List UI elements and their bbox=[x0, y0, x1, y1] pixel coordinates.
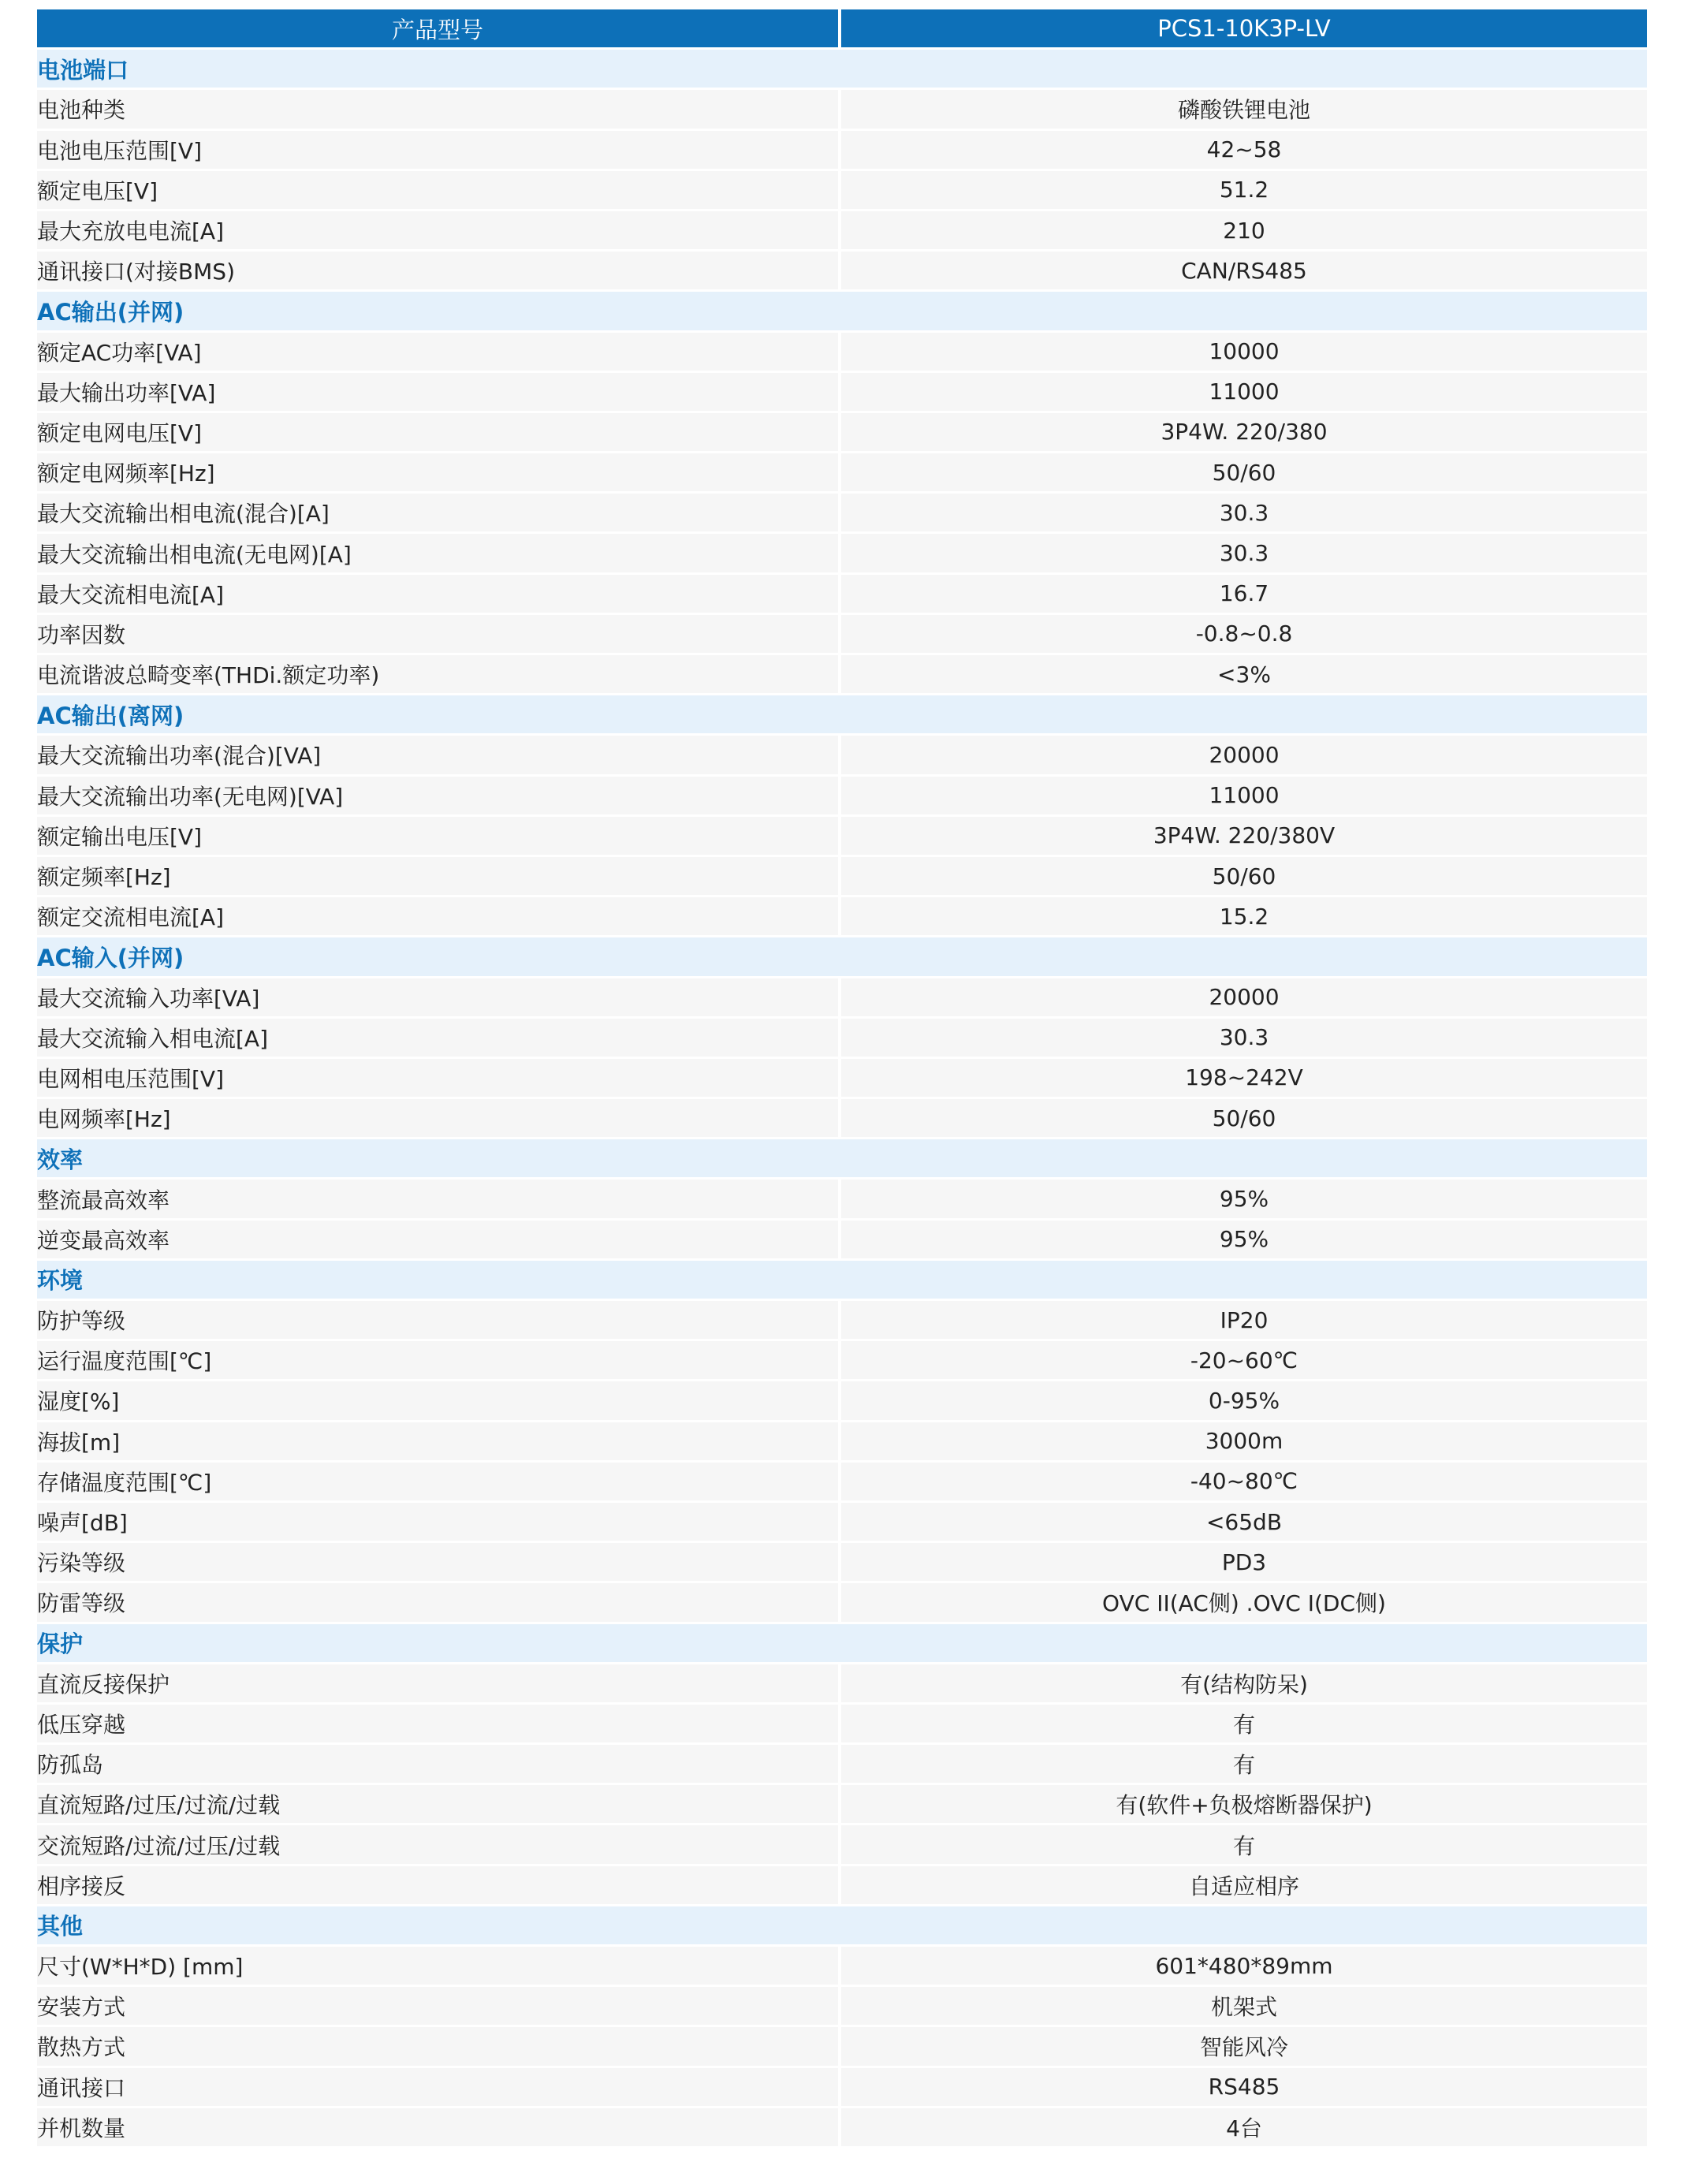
table-row bbox=[37, 2068, 1647, 2108]
spec-label: 低压穿越 bbox=[37, 1705, 841, 1745]
section-header-row bbox=[37, 1906, 1647, 1947]
spec-label: 额定输出电压[V] bbox=[37, 817, 841, 857]
spec-value: 50/60 bbox=[841, 453, 1647, 494]
table-row bbox=[37, 494, 1647, 534]
spec-label: 额定电压[V] bbox=[37, 171, 841, 211]
spec-label: 最大交流输出功率(无电网)[VA] bbox=[37, 777, 841, 817]
spec-value: 有 bbox=[841, 1825, 1647, 1865]
spec-label: 运行温度范围[℃] bbox=[37, 1341, 841, 1381]
spec-value: 磷酸铁锂电池 bbox=[841, 90, 1647, 130]
section-header-row bbox=[37, 292, 1647, 332]
table-row bbox=[37, 373, 1647, 413]
spec-label: 功率因数 bbox=[37, 615, 841, 655]
spec-value: 11000 bbox=[841, 373, 1647, 413]
spec-value: 210 bbox=[841, 211, 1647, 252]
table-row bbox=[37, 777, 1647, 817]
spec-value: 有 bbox=[841, 1705, 1647, 1745]
spec-label: 湿度[%] bbox=[37, 1381, 841, 1422]
spec-value: 50/60 bbox=[841, 857, 1647, 897]
spec-value: <3% bbox=[841, 655, 1647, 695]
spec-value: 30.3 bbox=[841, 494, 1647, 534]
spec-value: -20~60℃ bbox=[841, 1341, 1647, 1381]
table-row bbox=[37, 1825, 1647, 1865]
section-title: 电池端口 bbox=[37, 50, 1647, 90]
table-row bbox=[37, 1987, 1647, 2027]
spec-value: RS485 bbox=[841, 2068, 1647, 2108]
spec-value: -0.8~0.8 bbox=[841, 615, 1647, 655]
spec-value: 10000 bbox=[841, 333, 1647, 373]
table-row bbox=[37, 1664, 1647, 1705]
spec-label: 并机数量 bbox=[37, 2108, 841, 2149]
table-row bbox=[37, 90, 1647, 130]
section-title: AC输出(并网) bbox=[37, 292, 1647, 332]
table-row bbox=[37, 575, 1647, 615]
spec-value: 自适应相序 bbox=[841, 1866, 1647, 1906]
spec-value: 51.2 bbox=[841, 171, 1647, 211]
spec-label: 最大交流输入相电流[A] bbox=[37, 1019, 841, 1059]
table-row bbox=[37, 1866, 1647, 1906]
spec-value: 50/60 bbox=[841, 1099, 1647, 1139]
section-title: 其他 bbox=[37, 1906, 1647, 1947]
model-value-header: PCS1-10K3P-LV bbox=[841, 9, 1647, 50]
model-label-header: 产品型号 bbox=[37, 9, 841, 50]
spec-value: 16.7 bbox=[841, 575, 1647, 615]
table-row bbox=[37, 534, 1647, 574]
spec-label: 额定电网频率[Hz] bbox=[37, 453, 841, 494]
spec-label: 防孤岛 bbox=[37, 1745, 841, 1785]
spec-label: 额定交流相电流[A] bbox=[37, 897, 841, 937]
table-row bbox=[37, 171, 1647, 211]
spec-value: 3000m bbox=[841, 1422, 1647, 1463]
spec-label: 最大输出功率[VA] bbox=[37, 373, 841, 413]
spec-label: 最大交流相电流[A] bbox=[37, 575, 841, 615]
table-row bbox=[37, 1221, 1647, 1261]
spec-value: 有 bbox=[841, 1745, 1647, 1785]
spec-label: 直流反接保护 bbox=[37, 1664, 841, 1705]
spec-label: 交流短路/过流/过压/过载 bbox=[37, 1825, 841, 1865]
table-row bbox=[37, 897, 1647, 937]
section-header-row bbox=[37, 1139, 1647, 1180]
spec-label: 额定电网电压[V] bbox=[37, 413, 841, 453]
spec-value: -40~80℃ bbox=[841, 1463, 1647, 1503]
spec-table-body bbox=[37, 50, 1647, 2149]
spec-value: 198~242V bbox=[841, 1059, 1647, 1099]
spec-value: 95% bbox=[841, 1180, 1647, 1220]
spec-value: 30.3 bbox=[841, 1019, 1647, 1059]
spec-label: 防雷等级 bbox=[37, 1583, 841, 1623]
spec-label: 直流短路/过压/过流/过载 bbox=[37, 1785, 841, 1825]
table-row bbox=[37, 655, 1647, 695]
section-title: 环境 bbox=[37, 1261, 1647, 1301]
spec-value: 智能风冷 bbox=[841, 2027, 1647, 2067]
spec-label: 逆变最高效率 bbox=[37, 1221, 841, 1261]
table-row bbox=[37, 1705, 1647, 1745]
table-row bbox=[37, 2108, 1647, 2149]
spec-value: OVC II(AC侧) .OVC I(DC侧) bbox=[841, 1583, 1647, 1623]
spec-table bbox=[37, 9, 1647, 2149]
spec-value: IP20 bbox=[841, 1301, 1647, 1341]
spec-value: 15.2 bbox=[841, 897, 1647, 937]
spec-label: 电池电压范围[V] bbox=[37, 131, 841, 171]
spec-label: 整流最高效率 bbox=[37, 1180, 841, 1220]
spec-label: 污染等级 bbox=[37, 1543, 841, 1583]
spec-value: 95% bbox=[841, 1221, 1647, 1261]
spec-label: 额定AC功率[VA] bbox=[37, 333, 841, 373]
spec-label: 电网相电压范围[V] bbox=[37, 1059, 841, 1099]
spec-value: 42~58 bbox=[841, 131, 1647, 171]
spec-label: 电池种类 bbox=[37, 90, 841, 130]
table-row bbox=[37, 1503, 1647, 1543]
table-row bbox=[37, 1422, 1647, 1463]
spec-value: <65dB bbox=[841, 1503, 1647, 1543]
spec-value: CAN/RS485 bbox=[841, 252, 1647, 292]
table-row bbox=[37, 615, 1647, 655]
spec-label: 最大交流输出相电流(无电网)[A] bbox=[37, 534, 841, 574]
section-title: AC输入(并网) bbox=[37, 937, 1647, 978]
section-title: 保护 bbox=[37, 1624, 1647, 1664]
section-title: AC输出(离网) bbox=[37, 695, 1647, 736]
table-row bbox=[37, 1059, 1647, 1099]
table-row bbox=[37, 978, 1647, 1019]
spec-value: 4台 bbox=[841, 2108, 1647, 2149]
table-row bbox=[37, 1745, 1647, 1785]
spec-label: 安装方式 bbox=[37, 1987, 841, 2027]
section-title: 效率 bbox=[37, 1139, 1647, 1180]
spec-value: 3P4W. 220/380 bbox=[841, 413, 1647, 453]
spec-label: 电网频率[Hz] bbox=[37, 1099, 841, 1139]
section-header-row bbox=[37, 695, 1647, 736]
table-row bbox=[37, 1381, 1647, 1422]
table-row bbox=[37, 736, 1647, 776]
section-header-row bbox=[37, 1261, 1647, 1301]
table-row bbox=[37, 1785, 1647, 1825]
table-row bbox=[37, 1463, 1647, 1503]
spec-value: 11000 bbox=[841, 777, 1647, 817]
section-header-row bbox=[37, 1624, 1647, 1664]
spec-label: 额定频率[Hz] bbox=[37, 857, 841, 897]
spec-value: 机架式 bbox=[841, 1987, 1647, 2027]
table-header-row bbox=[37, 9, 1647, 50]
table-row bbox=[37, 857, 1647, 897]
table-row bbox=[37, 1341, 1647, 1381]
table-row bbox=[37, 252, 1647, 292]
spec-label: 存储温度范围[℃] bbox=[37, 1463, 841, 1503]
spec-label: 散热方式 bbox=[37, 2027, 841, 2067]
table-row bbox=[37, 333, 1647, 373]
spec-value: 30.3 bbox=[841, 534, 1647, 574]
table-row bbox=[37, 1099, 1647, 1139]
spec-value: 0-95% bbox=[841, 1381, 1647, 1422]
section-header-row bbox=[37, 50, 1647, 90]
table-row bbox=[37, 1301, 1647, 1341]
table-row bbox=[37, 817, 1647, 857]
spec-label: 噪声[dB] bbox=[37, 1503, 841, 1543]
spec-value: 20000 bbox=[841, 978, 1647, 1019]
spec-label: 电流谐波总畸变率(THDi.额定功率) bbox=[37, 655, 841, 695]
table-row bbox=[37, 453, 1647, 494]
table-row bbox=[37, 2027, 1647, 2067]
spec-label: 相序接反 bbox=[37, 1866, 841, 1906]
spec-label: 海拔[m] bbox=[37, 1422, 841, 1463]
table-row bbox=[37, 1583, 1647, 1623]
spec-label: 最大交流输出相电流(混合)[A] bbox=[37, 494, 841, 534]
table-row bbox=[37, 131, 1647, 171]
table-row bbox=[37, 211, 1647, 252]
spec-value: 3P4W. 220/380V bbox=[841, 817, 1647, 857]
spec-value: 有(结构防呆) bbox=[841, 1664, 1647, 1705]
spec-label: 通讯接口(对接BMS) bbox=[37, 252, 841, 292]
spec-label: 最大交流输入功率[VA] bbox=[37, 978, 841, 1019]
spec-label: 最大充放电电流[A] bbox=[37, 211, 841, 252]
spec-value: 601*480*89mm bbox=[841, 1947, 1647, 1987]
section-header-row bbox=[37, 937, 1647, 978]
table-row bbox=[37, 1180, 1647, 1220]
spec-label: 最大交流输出功率(混合)[VA] bbox=[37, 736, 841, 776]
table-row bbox=[37, 1019, 1647, 1059]
spec-value: 有(软件+负极熔断器保护) bbox=[841, 1785, 1647, 1825]
spec-label: 尺寸(W*H*D) [mm] bbox=[37, 1947, 841, 1987]
spec-value: 20000 bbox=[841, 736, 1647, 776]
spec-label: 防护等级 bbox=[37, 1301, 841, 1341]
spec-label: 通讯接口 bbox=[37, 2068, 841, 2108]
spec-value: PD3 bbox=[841, 1543, 1647, 1583]
table-row bbox=[37, 1947, 1647, 1987]
table-row bbox=[37, 1543, 1647, 1583]
table-row bbox=[37, 413, 1647, 453]
